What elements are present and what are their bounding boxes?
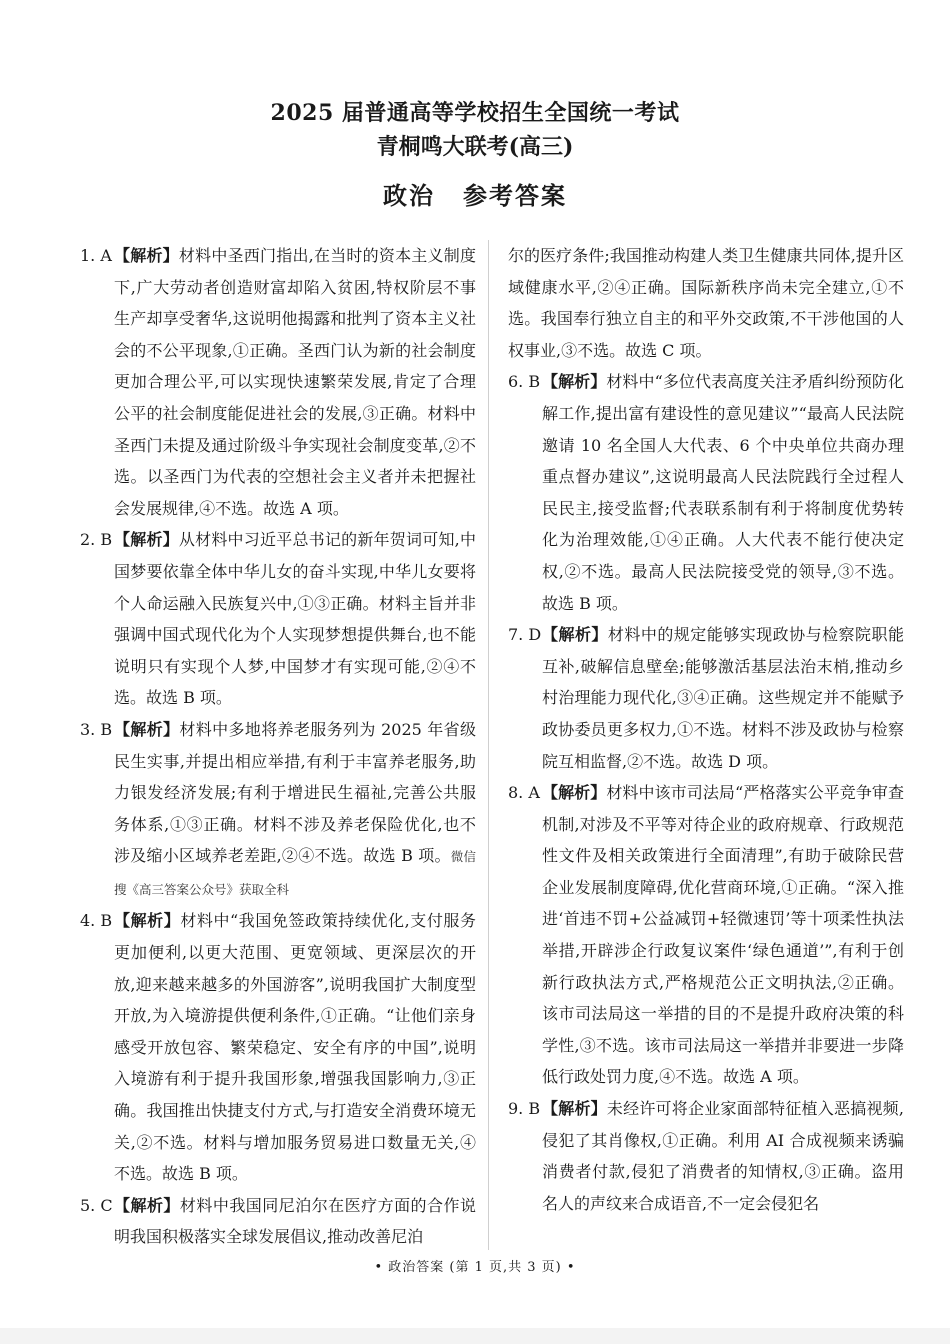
analysis-text: 材料中该市司法局“严格落实公平竞争审查机制,对涉及不平等对待企业的政府规章、行政规范性文件及相关政策进行全面清理”,有助于破除民营企业发展制度障碍,优化营商环境,①正确。“深入推进‘首违不罚+公益减罚+轻微速罚’等十项柔性执法举措,开辟涉企行政复议案件‘绿色通道’”,有利于创新行政执法方式,严格规范公正文明执法,②正确。该市司法局这一举措的目的不是提升政府决策的科学性,③不选。该市司法局这一举措并非要进一步降低行政处罚力度,④不选。故选 A 项。	[542, 783, 904, 1087]
answer-item-2	[80, 524, 476, 714]
analysis-tag: 【解析】	[542, 1099, 607, 1119]
analysis-tag: 【解析】	[114, 911, 181, 931]
answer-item-5-continued: 尔的医疗条件;我国推动构建人类卫生健康共同体,提升区域健康水平,②④正确。国际新秩序尚未完全建立,①不选。我国奉行独立自主的和平外交政策,不干涉他国的人权事业,③不选。故选 C 项。	[508, 246, 904, 360]
analysis-text: 未经许可将企业家面部特征植入恶搞视频,侵犯了其肖像权,①正确。利用 AI 合成视频来诱骗消费者付款,侵犯了消费者的知情权,③正确。盗用名人的声纹来合成语音,不一定会侵犯名	[542, 1099, 904, 1213]
item-number: 5. C	[80, 1195, 113, 1215]
doc-type: 参考答案	[463, 181, 567, 210]
item-number: 3. B	[80, 719, 113, 739]
analysis-tag: 【解析】	[542, 783, 607, 803]
answer-item-5	[80, 1190, 476, 1253]
watermark-note: 微信搜《高三答案公众号》获取全科	[114, 849, 476, 897]
analysis-text: 从材料中习近平总书记的新年贺词可知,中国梦要依靠全体中华儿女的奋斗实现,中华儿女要将个人命运融入民族复兴中,①③正确。材料主旨并非强调中国式现代化为个人实现梦想提供舞台,也不能说明只有实现个人梦,中国梦才有实现可能,②④不选。故选 B 项。	[114, 530, 476, 708]
page-footer: • 政治答案 (第 1 页,共 3 页) •	[374, 1260, 576, 1275]
answer-item-7	[508, 619, 904, 777]
subject-name: 政治	[383, 181, 435, 210]
analysis-tag: 【解析】	[542, 625, 608, 645]
item-number: 7. D	[508, 625, 542, 645]
item-number: 8. A	[508, 783, 540, 803]
item-number: 1. A	[80, 246, 112, 265]
item-number: 6. B	[508, 372, 541, 392]
answer-item-9	[508, 1093, 904, 1219]
analysis-tag: 【解析】	[542, 372, 607, 392]
answer-item-1	[80, 240, 476, 524]
analysis-text: 材料中我国同尼泊尔在医疗方面的合作说明我国积极落实全球发展倡议,推动改善尼泊	[114, 1195, 476, 1247]
analysis-text: 材料中“多位代表高度关注矛盾纠纷预防化解工作,提出富有建设性的意见建议”“最高人民法院邀请 10 名全国人大代表、6 个中央单位共商办理重点督办建议”,这说明最高人民法院践行全过程人民民主,接受监督;代表联系制有利于将制度优势转化为治理效能,①④正确。人大代表不能行使决定权,②不选。最高人民法院接受党的领导,③不选。故选 B 项。	[542, 372, 904, 613]
analysis-text: 材料中的规定能够实现政协与检察院职能互补,破解信息壁垒;能够激活基层法治末梢,推动乡村治理能力现代化,③④正确。这些规定并不能赋予政协委员更多权力,①不选。材料不涉及政协与检察院互相监督,②不选。故选 D 项。	[542, 625, 904, 771]
analysis-text: 材料中多地将养老服务列为 2025 年省级民生实事,并提出相应举措,有利于丰富养老服务,助力银发经济发展;有利于增进民生福祉,完善公共服务体系,①③正确。材料不涉及养老保险优化,也不涉及缩小区域养老差距,②④不选。故选 B 项。	[114, 719, 476, 866]
analysis-tag: 【解析】	[114, 530, 179, 550]
analysis-text: 材料中“我国免签政策持续优化,支付服务更加便利,以更大范围、更宽领域、更深层次的开放,迎来越来越多的外国游客”,说明我国扩大制度型开放,为入境游提供便利条件,①正确。“让他们亲身感受开放包容、繁荣稳定、安全有序的中国”,说明入境游有利于提升我国形象,增强我国影响力,③正确。我国推出快捷支付方式,与打造安全消费环境无关,②不选。材料与增加服务贸易进口数量无关,④不选。故选 B 项。	[114, 911, 476, 1184]
analysis-text: 材料中圣西门指出,在当时的资本主义制度下,广大劳动者创造财富却陷入贫困,特权阶层不事生产却享受奢华,这说明他揭露和批判了资本主义社会的不公平现象,①正确。圣西门认为新的社会制度更加合理公平,可以实现快速繁荣发展,肯定了合理公平的社会制度能促进社会的发展,③正确。材料中圣西门未提及通过阶级斗争实现社会制度变革,②不选。以圣西门为代表的空想社会主义者并未把握社会发展规律,④不选。故选 A 项。	[114, 246, 476, 518]
answer-item-6	[508, 366, 904, 619]
left-column	[80, 240, 476, 1253]
exam-subtitle: 青桐鸣大联考(高三)	[376, 134, 574, 160]
item-number: 9. B	[508, 1099, 541, 1119]
answer-item-3	[80, 714, 476, 906]
document-header	[0, 96, 950, 214]
item-number: 2. B	[80, 530, 113, 550]
analysis-tag: 【解析】	[114, 719, 180, 739]
answer-item-4	[80, 905, 476, 1189]
page-bottom-band	[0, 1328, 950, 1344]
analysis-tag: 【解析】	[114, 1195, 180, 1215]
column-divider	[488, 240, 489, 1250]
exam-title: 2025 届普通高等学校招生全国统一考试	[270, 100, 680, 126]
answer-item-8	[508, 777, 904, 1093]
analysis-tag: 【解析】	[114, 246, 179, 265]
right-column	[508, 240, 904, 1219]
item-number: 4. B	[80, 911, 113, 931]
answer-heading	[0, 178, 950, 214]
